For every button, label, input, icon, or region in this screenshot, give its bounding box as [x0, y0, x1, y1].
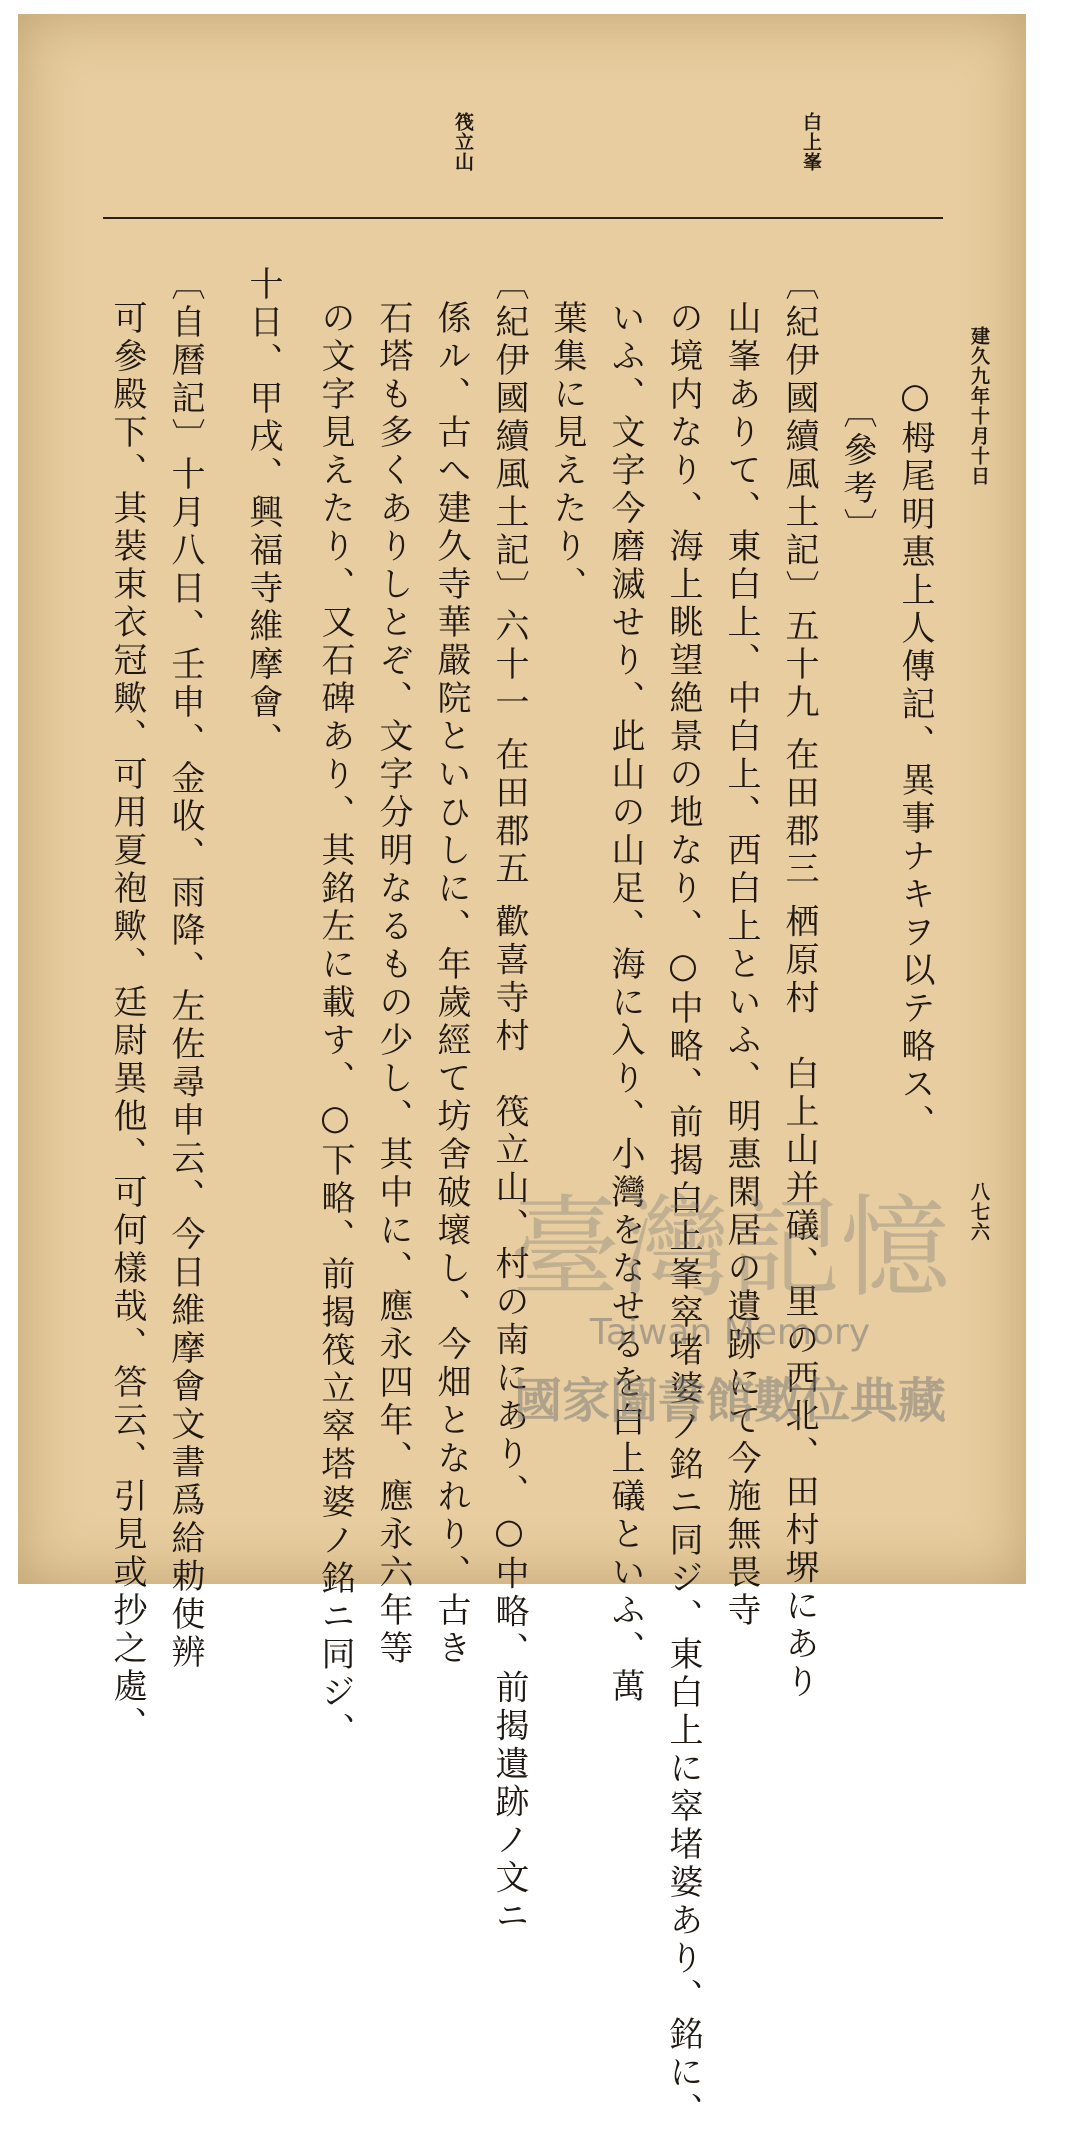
text-column-11: の文字見えたり、又石碑あり、其銘左に載す、○下略、前揭筏立窣塔婆ノ銘ニ同ジ、: [315, 300, 355, 1750]
text-column-1: ○栂尾明惠上人傳記、異事ナキヲ以テ略ス、: [895, 376, 935, 1142]
text-column-4: 山峯ありて、東白上、中白上、西白上といふ、明惠閑居の遺跡にて今施無畏寺: [721, 300, 761, 1630]
watermark-english: Taiwan Memory: [589, 1312, 871, 1353]
text-column-9: 係ル、古へ建久寺華嚴院といひしに、年歲經て坊舍破壞し、今畑となれり、古き: [431, 300, 471, 1668]
watermark-logo-text: 臺灣記憶: [510, 1184, 950, 1312]
text-column-2: 〔參考〕: [837, 394, 877, 546]
watermark-chinese: 國家圖書館數位典藏: [513, 1373, 946, 1429]
text-column-10: 石塔も多くありしとぞ、文字分明なるもの少し、其中に、應永四年、應永六年等: [373, 300, 413, 1668]
text-column-5: の境内なり、海上眺望絶景の地なり、○中略、前揭白上峯窣堵婆ノ銘ニ同ジ、東白上に窣堵婆あり、銘に、: [663, 300, 703, 2130]
text-column-12: 十日、甲戌、興福寺維摩會、: [243, 266, 283, 760]
text-column-3: 〔紀伊國續風土記〕五十九 在田郡三 栖原村 白上山并礒、里の西北、田村堺にあり: [779, 266, 819, 1702]
text-column-6: いふ、文字今磨滅せり、此山の山足、海に入り、小灣をなせるを白上礒といふ、萬: [605, 300, 645, 1706]
header-date: 建久九年十月十日: [968, 326, 990, 486]
text-column-13: 〔自曆記〕十月八日、壬申、金收、雨降、左佐尋申云、今日維摩會文書爲給勅使辨: [165, 266, 205, 1672]
header-left-title: 筏立山: [452, 112, 474, 172]
page-number: 八七六: [968, 1182, 990, 1242]
text-column-8: 〔紀伊國續風土記〕六十一 在田郡五 歡喜寺村 筏立山、村の南にあり、○中略、前揭遺跡ノ文ニ: [489, 266, 529, 1936]
header-rule: [103, 217, 943, 219]
text-column-7: 葉集に見えたり、: [547, 300, 587, 604]
header-right-title: 白上峯: [800, 112, 822, 172]
text-column-14: 可參殿下、其裝束衣冠歟、可用夏袍歟、廷尉異他、可何樣哉、答云、引見或抄之處、: [107, 300, 147, 1744]
